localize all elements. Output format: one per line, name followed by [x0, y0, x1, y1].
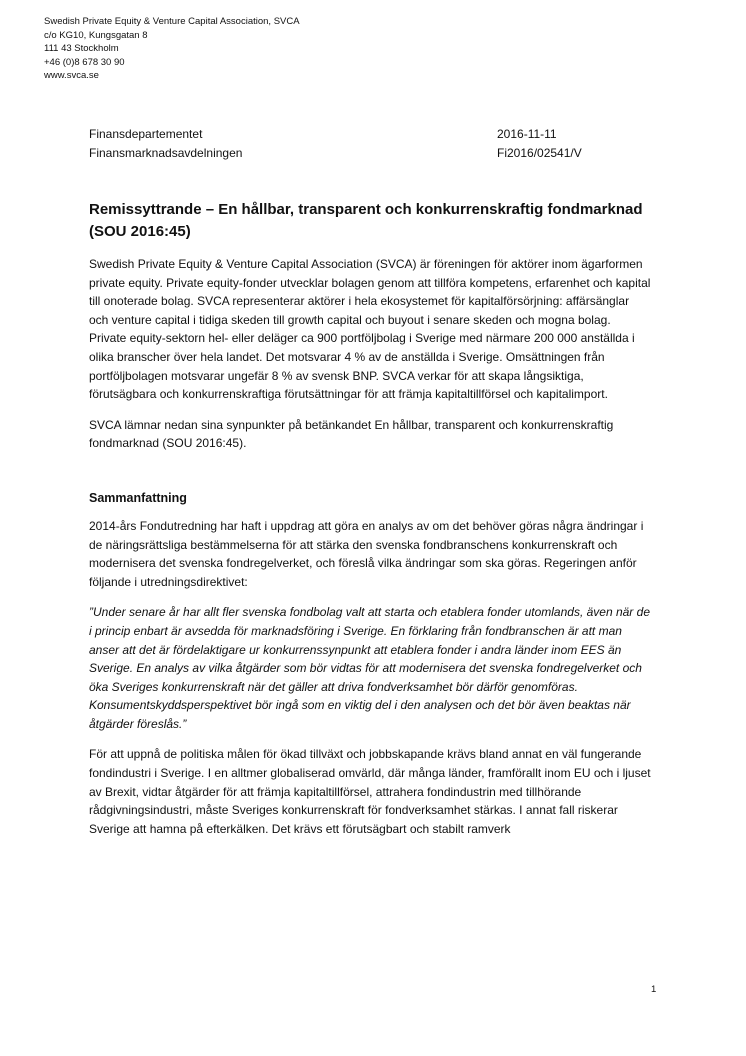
intro-paragraph: SVCA lämnar nedan sina synpunkter på betänkandet En hållbar, transparent och konkurrenskraftig fondmarknad (SOU 2016:45). [89, 417, 614, 451]
document-date: 2016-11-11 [497, 127, 557, 141]
sender-organization: Swedish Private Equity & Venture Capital Association, SVCA [44, 16, 300, 27]
section-paragraph: 2014-års Fondutredning har haft i uppdrag att göra en analys av om det behöver göras några ändringar i de näringsrättsliga bestämmelserna för att stärka den svenska fondbranschens konkurrenskraft och modernisera det svenska fondregelverket, och föreslå vilka ändringar som ska göras. Regeringen anför följande i utredningsdirektivet: [89, 518, 644, 589]
sender-care-of: c/o KG10, Kungsgatan 8 [44, 29, 148, 41]
recipient-row-1 [89, 125, 609, 144]
page-number: 1 [651, 984, 657, 995]
sender-address [44, 15, 300, 83]
directive-quote: ”Under senare år har allt fler svenska fondbolag valt att starta och etablera fonder utomlands, även när de i princip enbart är avsedda för marknadsföring i Sverige. En förklaring från fondbranschen är att man anser att det är fördelaktigare ur konkurrenssynpunkt att etablera fonder i andra länder inom EES än Sverige. En analys av vilka åtgärder som bör vidtas för att modernisera det svenska fondregelverket och öka Sveriges konkurrenskraft när det gäller att driva fondverksamhet bör därför genomföras. Konsumentskyddsperspektivet bör ingå som en viktig del i den analysen och det bör även beaktas när åtgärder föreslås.” [89, 605, 650, 731]
recipient-department: Finansdepartementet [89, 127, 203, 141]
recipient-division: Finansmarknadsavdelningen [89, 146, 243, 160]
section-paragraph: För att uppnå de politiska målen för ökad tillväxt och jobbskapande krävs bland annat en väl fungerande fondindustri i Sverige. I en alltmer globaliserad omvärld, där många länder, framförallt inom EU och i ljuset av Brexit, vidtar åtgärder för att främja kapitaltillförsel, attrahera fondindustrin med tillhörande rådgivningsindustri, måste Sveriges konkurrenskraft för fondverksamhet stärkas. I annat fall riskerar Sverige att hamna på efterkälken. Det krävs ett förutsägbart och stabilt ramverk [89, 747, 651, 836]
sender-phone: +46 (0)8 678 30 90 [44, 56, 125, 68]
recipient-row-2 [89, 144, 609, 163]
reference-number: Fi2016/02541/V [497, 146, 582, 160]
document-body [89, 199, 651, 850]
sender-city: 111 43 Stockholm [44, 43, 119, 55]
document-title: Remissyttrande – En hållbar, transparent och konkurrenskraftig fondmarknad (SOU 2016:45) [89, 201, 643, 240]
intro-paragraph: Swedish Private Equity & Venture Capital Association (SVCA) är föreningen för aktörer inom ägarformen private equity. Private equity-fonder utvecklar bolagen genom att tillföra kompetens, erfarenhet och kapital till onoterade bolag. SVCA representerar aktörer i hela ekosystemet för kapitalförsörjning: affärsänglar och venture capital i tidiga skeden till growth capital och buyout i senare skeden och mogna bolag. Private equity-sektorn hel- eller deläger ca 900 portföljbolag i Sverige med närmare 200 000 anställda i olika branscher över hela landet. Det motsvarar 4 % av de anställda i Sverige. Omsättningen från portföljbolagen motsvarar ungefär 8 % av svensk BNP. SVCA verkar för att skapa långsiktiga, förutsägbara och konkurrenskraftiga förutsättningar för att främja kapitaltillförsel och kapitalimport. [89, 257, 651, 402]
recipient-block [89, 125, 609, 163]
section-heading: Sammanfattning [89, 490, 187, 505]
sender-website[interactable]: www.svca.se [44, 70, 99, 82]
